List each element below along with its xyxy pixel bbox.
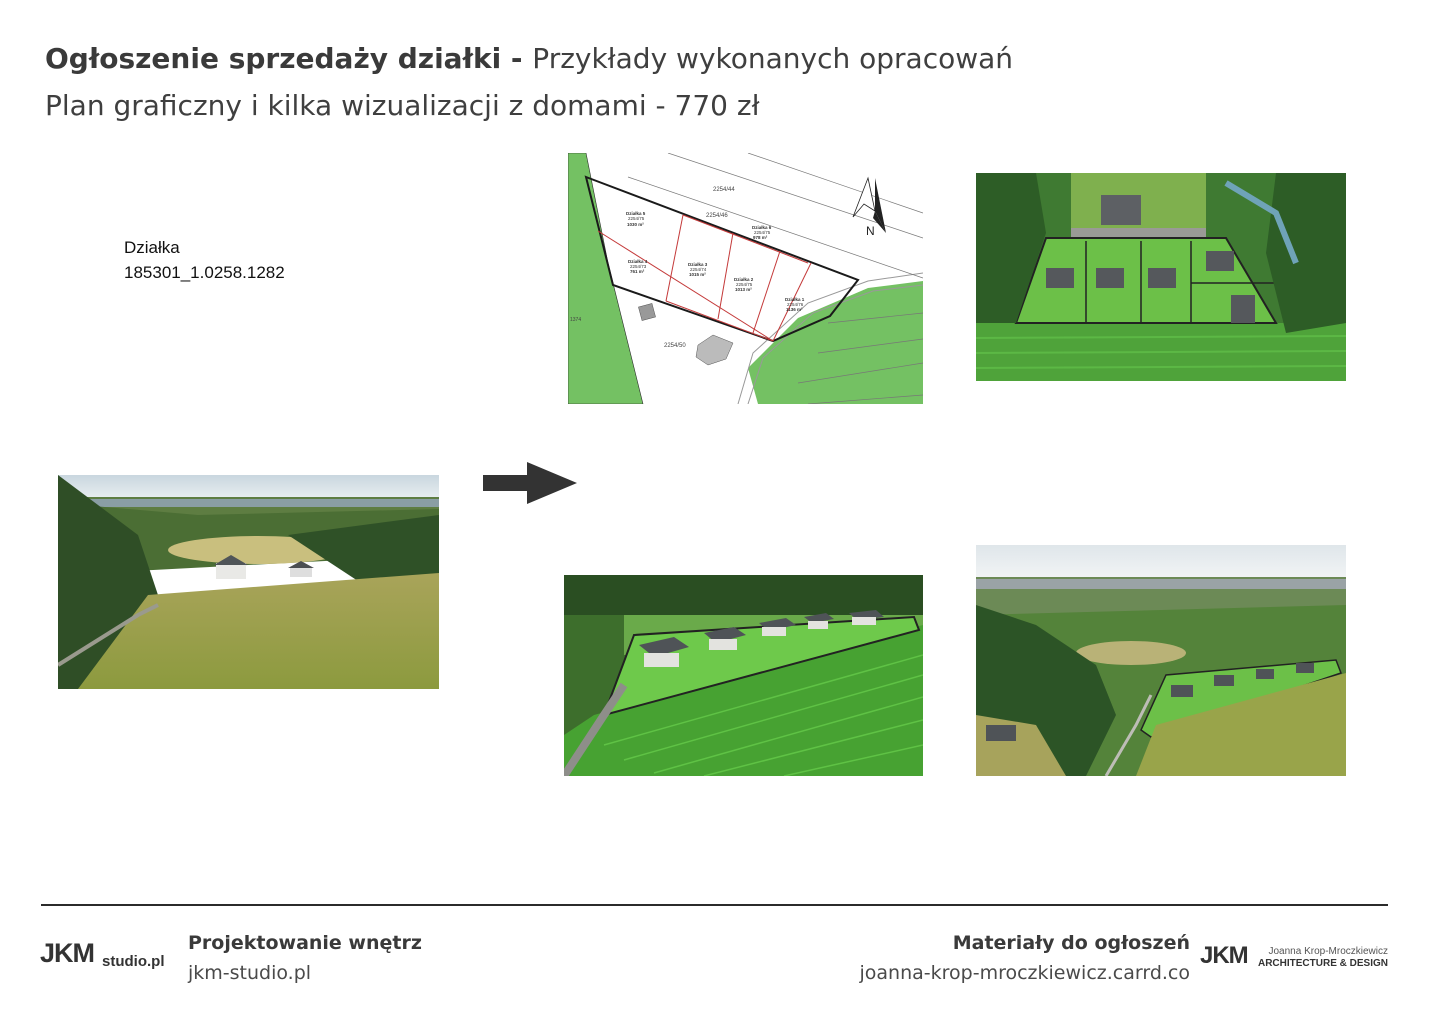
page-title-bold: Ogłoszenie sprzedaży działki -	[45, 42, 533, 75]
lot-5-area: 1030 m²	[627, 222, 644, 227]
footer-right-heading: Materiały do ogłoszeń	[952, 932, 1190, 954]
lot-1-id: 2254/76	[787, 302, 804, 307]
visualization-perspective	[564, 575, 923, 776]
jkm-architecture-logo	[1200, 942, 1390, 976]
jkm-logo-mark: JKM	[40, 938, 95, 968]
parcel-bottom-label: 2254/50	[664, 343, 686, 349]
arrow-right-icon	[483, 462, 577, 504]
plot-photo	[58, 475, 439, 689]
lot-1-name: Działka 1	[785, 297, 805, 302]
lot-4-area: 761 m²	[630, 269, 645, 274]
lot-2-name: Działka 2	[734, 277, 754, 282]
footer-left-heading: Projektowanie wnętrz	[188, 932, 422, 954]
lot-3-id: 2254/74	[690, 267, 707, 272]
visualization-aerial	[976, 545, 1346, 776]
lot-2-id: 2254/75	[736, 282, 753, 287]
lot-6-id: 2254/75	[754, 230, 771, 235]
lot-6-name: Działka 6	[752, 225, 772, 230]
lot-2-area: 1013 m²	[735, 287, 752, 292]
parcel-left-label: 1374	[570, 317, 582, 323]
jkm-arch-logo-mark: JKM	[1200, 942, 1248, 969]
visualization-top-view	[976, 173, 1346, 381]
lot-1-area: 1136 m²	[786, 307, 803, 312]
footer-right-link[interactable]: joanna-krop-mroczkiewicz.carrd.co	[859, 962, 1190, 984]
lot-3-area: 1015 m²	[689, 272, 706, 277]
north-label: N	[866, 224, 875, 238]
footer-right	[860, 932, 1190, 984]
lot-3-name: Działka 3	[688, 262, 708, 267]
jkm-arch-logo-name: Joanna Krop-Mroczkiewicz	[1268, 946, 1388, 957]
lot-6-area: 978 m²	[753, 235, 768, 240]
footer-divider	[41, 904, 1388, 906]
plot-plan-map	[568, 153, 923, 404]
parcel-road-label: 2254/46	[706, 213, 728, 219]
page-title-rest: Przykłady wykonanych opracowań	[532, 42, 1014, 75]
plot-label-title: Działka	[124, 238, 180, 257]
jkm-logo-suffix: studio.pl	[102, 953, 165, 970]
lot-5-name: Działka 5	[626, 211, 646, 216]
page-title	[45, 42, 1013, 75]
footer-left	[188, 932, 422, 984]
plot-label	[124, 235, 285, 285]
footer-left-link[interactable]: jkm-studio.pl	[188, 962, 312, 984]
page-subtitle: Plan graficzny i kilka wizualizacji z domami - 770 zł	[45, 89, 760, 122]
lot-4-name: Działka 4	[628, 259, 648, 264]
lot-4-id: 2254/73	[630, 264, 647, 269]
plot-number: 185301_1.0258.1282	[124, 263, 285, 282]
jkm-arch-logo-sub: ARCHITECTURE & DESIGN	[1257, 958, 1388, 969]
jkm-studio-logo	[40, 938, 172, 982]
lot-5-id: 2254/75	[628, 216, 645, 221]
parcel-top-label: 2254/44	[713, 187, 735, 193]
